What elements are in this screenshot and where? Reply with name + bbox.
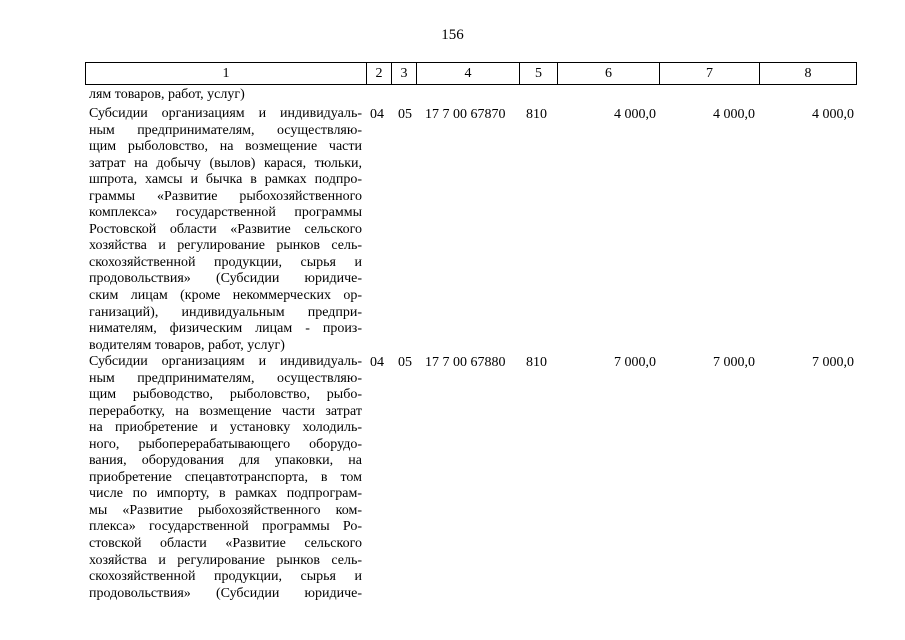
description-line: хозяйства и регулирование рынков сель- <box>89 552 362 568</box>
cell-section: 04 <box>370 355 384 370</box>
header-col-7: 7 <box>659 63 759 84</box>
description-line: нимателям, физическим лицам - произ- <box>89 321 362 337</box>
description-line: скохозяйственной продукции, сырья и <box>89 569 362 585</box>
description-line: водителям товаров, работ, услуг) <box>89 337 285 353</box>
description-line: переработку, на возмещение части затрат <box>89 403 362 419</box>
cell-amount-3: 4 000,0 <box>812 107 854 122</box>
description-line: скохозяйственной продукции, сырья и <box>89 254 362 270</box>
cell-amount-2: 4 000,0 <box>713 107 755 122</box>
description-line: плекса» государственной программы Ро- <box>89 519 362 535</box>
description-line: граммы «Развитие рыбохозяйственного <box>89 188 362 204</box>
header-col-5: 5 <box>519 63 557 84</box>
table-header <box>85 62 857 85</box>
description-line: продовольствия» (Субсидии юридиче- <box>89 585 362 601</box>
header-col-2: 2 <box>366 63 391 84</box>
description-line: стовской области «Развитие сельского <box>89 536 362 552</box>
cell-amount-1: 7 000,0 <box>614 355 656 370</box>
cell-subsection: 05 <box>398 107 412 122</box>
description-line: затрат на добычу (вылов) карася, тюльки, <box>89 155 362 171</box>
cell-expense-type: 810 <box>526 355 547 370</box>
description-line: вания, оборудования для упаковки, на <box>89 453 362 469</box>
cell-target-code: 17 7 00 67880 <box>425 355 506 370</box>
description-line: продовольствия» (Субсидии юридиче- <box>89 271 362 287</box>
cell-subsection: 05 <box>398 355 412 370</box>
header-col-4: 4 <box>416 63 519 84</box>
description-line: комплекса» государственной программы <box>89 205 362 221</box>
header-col-6: 6 <box>557 63 659 84</box>
cell-amount-1: 4 000,0 <box>614 107 656 122</box>
cell-amount-2: 7 000,0 <box>713 355 755 370</box>
row-description <box>89 106 362 354</box>
description-line: на приобретение и установку холодиль- <box>89 420 362 436</box>
header-col-3: 3 <box>391 63 416 84</box>
description-line: хозяйства и регулирование рынков сель- <box>89 238 362 254</box>
description-line: щим рыбоводство, рыболовство, рыбо- <box>89 387 362 403</box>
description-line: ным предпринимателям, осуществляю- <box>89 370 362 386</box>
continuation-text: лям товаров, работ, услуг) <box>89 87 245 102</box>
description-line: Ростовской области «Развитие сельского <box>89 221 362 237</box>
page-number: 156 <box>441 27 464 43</box>
description-line: числе по импорту, в рамках подпрограм- <box>89 486 362 502</box>
description-line: Субсидии организациям и индивидуаль- <box>89 106 362 121</box>
description-line: ного, рыбоперерабатывающего оборудо- <box>89 436 362 452</box>
description-line: ным предпринимателям, осуществляю- <box>89 122 362 138</box>
cell-expense-type: 810 <box>526 107 547 122</box>
cell-target-code: 17 7 00 67870 <box>425 107 506 122</box>
cell-amount-3: 7 000,0 <box>812 355 854 370</box>
description-line: шпрота, хамсы и бычка в рамках подпро- <box>89 172 362 188</box>
description-line: Субсидии организациям и индивидуаль- <box>89 354 362 369</box>
header-col-8: 8 <box>759 63 856 84</box>
header-col-1: 1 <box>222 66 230 81</box>
row-description <box>89 354 362 602</box>
description-line: ским лицам (кроме некоммерческих ор- <box>89 288 362 304</box>
description-line: мы «Развитие рыбохозяйственного ком- <box>89 502 362 518</box>
description-line: щим рыболовство, на возмещение части <box>89 139 362 155</box>
cell-section: 04 <box>370 107 384 122</box>
description-line: ганизаций), индивидуальным предпри- <box>89 304 362 320</box>
description-line: приобретение спецавтотранспорта, в том <box>89 469 362 485</box>
